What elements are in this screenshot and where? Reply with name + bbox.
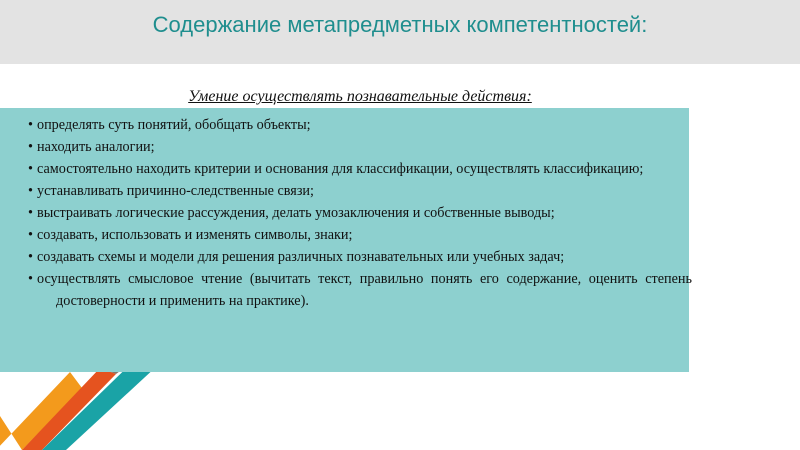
bullet-icon: • [28, 161, 33, 177]
bullet-icon: • [28, 249, 33, 265]
bullet-icon: • [28, 117, 33, 133]
slide-header [0, 0, 800, 64]
section-subtitle: Умение осуществлять познавательные действия: [188, 88, 532, 105]
bullet-icon: • [28, 139, 33, 155]
list-item: • устанавливать причинно-следственные связи; [28, 180, 692, 202]
list-item: • самостоятельно находить критерии и основания для классификации, осуществлять классификацию; [28, 158, 692, 180]
bullet-icon: • [28, 227, 33, 243]
list-item: • осуществлять смысловое чтение (вычитать текст, правильно понять его содержание, оценить степень достоверности и применить на практике). [28, 268, 692, 312]
stripe-orange [0, 372, 82, 450]
bullet-icon: • [28, 205, 33, 221]
bullet-icon: • [28, 271, 33, 287]
list-item: • выстраивать логические рассуждения, делать умозаключения и собственные выводы; [28, 202, 692, 224]
competency-list [28, 114, 692, 312]
list-item: • определять суть понятий, обобщать объекты; [28, 114, 692, 136]
list-item: • создавать, использовать и изменять символы, знаки; [28, 224, 692, 246]
slide-title: Содержание метапредметных компетентностей: [152, 12, 648, 37]
list-item: • находить аналогии; [28, 136, 692, 158]
stripe-red [22, 368, 116, 450]
bullet-icon: • [28, 183, 33, 199]
list-item: • создавать схемы и модели для решения различных познавательных или учебных задач; [28, 246, 692, 268]
